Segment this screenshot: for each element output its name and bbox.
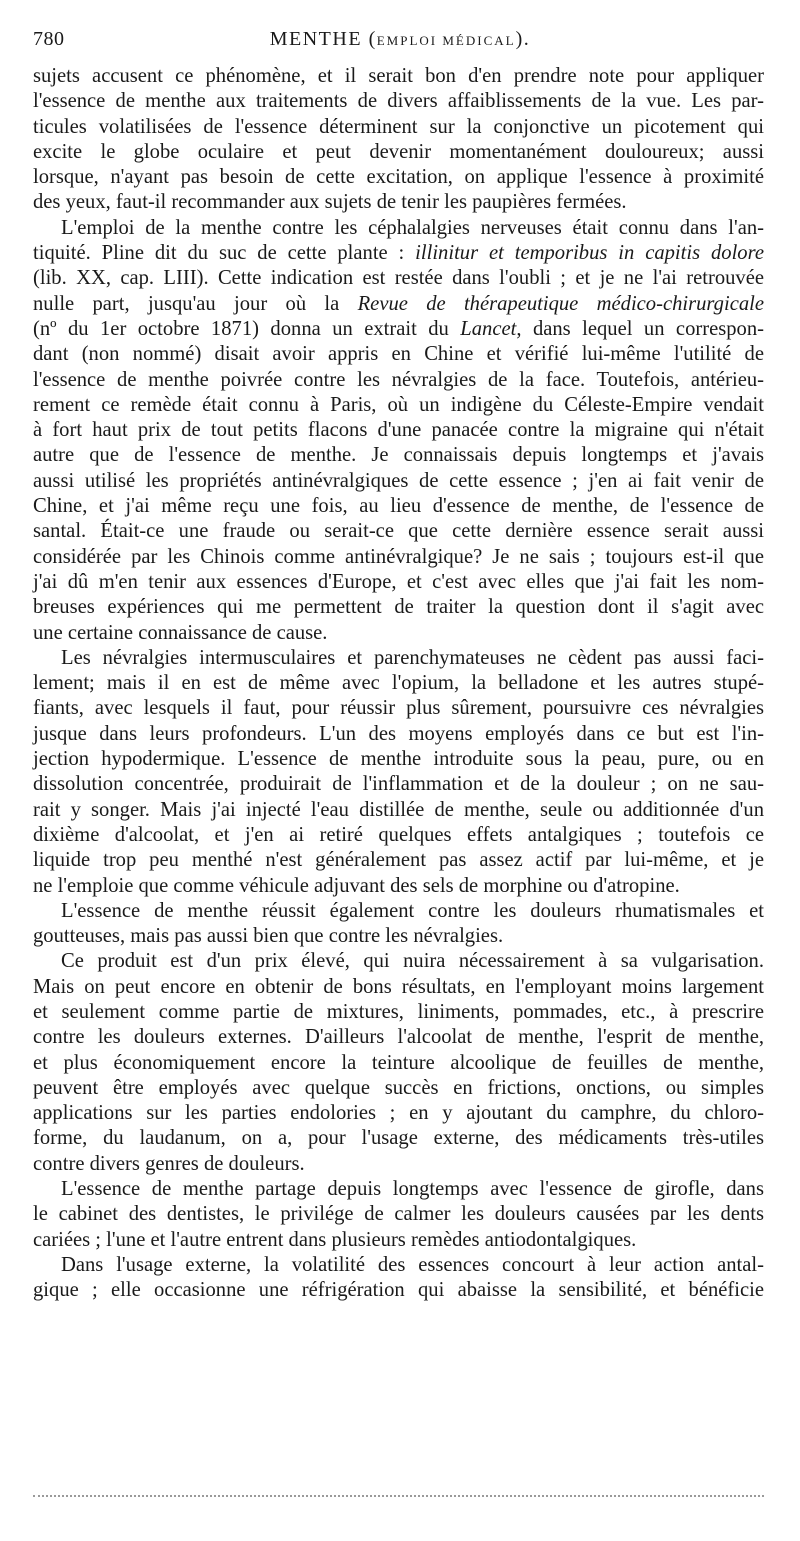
text-line: ne l'emploie que comme véhicule adjuvant des sels de morphine ou d'atropine.: [33, 874, 680, 897]
text-line: [33, 241, 764, 266]
paragraph: [33, 64, 764, 216]
paragraph: [33, 949, 764, 1177]
text-line: et plus économiquement encore la teinture alcoolique de feuilles de menthe,: [33, 1051, 764, 1074]
text-line: applications sur les parties endolories ; en y ajoutant du camphre, du chloro-: [33, 1102, 764, 1125]
text-line: ticules volatilisées de l'essence déterminent sur la conjonctive un picotement qui: [33, 115, 764, 138]
text-line: rement ce remède était connu à Paris, où un indigène du Céleste-Empire vendait: [33, 393, 764, 416]
text-line: Chine, et j'ai même reçu une fois, au lieu d'essence de menthe, de l'essence de: [33, 495, 764, 518]
text-line: lorsque, n'ayant pas besoin de cette excitation, on applique l'essence à proximité: [33, 166, 764, 189]
paragraph: [33, 646, 764, 899]
page-number: 780: [33, 28, 65, 50]
paragraph: [33, 1253, 764, 1304]
text-line: peuvent être employés avec quelque succès en frictions, onctions, ou simples: [33, 1076, 764, 1099]
footer-dotted-rule: [33, 1495, 764, 1497]
text-line: le cabinet des dentistes, le privilége de calmer les douleurs causées par les dents: [33, 1203, 764, 1226]
text-line: jection hypodermique. L'essence de menthe introduite sous la peau, pure, ou en: [33, 748, 764, 771]
text-line: une certaine connaissance de cause.: [33, 621, 328, 644]
text-line: à fort haut prix de tout petits flacons d'une panacée contre la migraine qui n'était: [33, 419, 764, 442]
italic-run: Lancet: [460, 317, 517, 340]
text-line: Mais on peut encore en obtenir de bons résultats, en l'employant moins largement: [33, 975, 764, 998]
text-run: tiquité. Pline dit du suc de cette plante :: [33, 242, 416, 265]
text-line: L'essence de menthe partage depuis longtemps avec l'essence de girofle, dans: [61, 1178, 764, 1201]
text-line: autre que de l'essence de menthe. Je connaissais depuis longtemps et j'avais: [33, 444, 764, 467]
text-line: contre divers genres de douleurs.: [33, 1152, 305, 1175]
running-head-section-wrap: (EMPLOI MÉDICAL).: [368, 28, 531, 50]
paragraph: [33, 899, 764, 950]
running-head-section: EMPLOI MÉDICAL: [376, 33, 516, 48]
text-line: Dans l'usage externe, la volatilité des essences concourt à leur action antal-: [61, 1253, 764, 1276]
text-line: goutteuses, mais pas aussi bien que contre les névralgies.: [33, 925, 504, 948]
text-line: liquide trop peu menthé n'est généralement pas assez actif par lui-même, et je: [33, 849, 764, 872]
running-head: [33, 28, 767, 51]
text-line: contre les douleurs externes. D'ailleurs l'alcoolat de menthe, l'esprit de menthe,: [33, 1026, 764, 1049]
text-line: santal. Était-ce une fraude ou serait-ce que cette dernière essence serait aussi: [33, 520, 764, 543]
body-text: [33, 64, 764, 1304]
text-line: jusque dans leurs profondeurs. L'un des moyens employés dans ce but est l'in-: [33, 722, 764, 745]
text-line: fiants, avec lesquels il faut, pour réussir plus sûrement, poursuivre ces névralgies: [33, 697, 764, 720]
text-line: L'emploi de la menthe contre les céphalalgies nerveuses était connu dans l'an-: [61, 216, 764, 239]
text-line: dant (non nommé) disait avoir appris en Chine et vérifié lui-même l'utilité de: [33, 343, 764, 366]
text-line: Les névralgies intermusculaires et parenchymateuses ne cèdent pas aussi faci-: [61, 646, 764, 669]
text-line: cariées ; l'une et l'autre entrent dans plusieurs remèdes antiodontalgiques.: [33, 1228, 637, 1251]
running-head-title: MENTHE: [269, 28, 363, 50]
text-line: [33, 317, 764, 342]
text-line: dissolution concentrée, produirait de l'inflammation et de la douleur ; on ne sau-: [33, 773, 764, 796]
text-line: considérée par les Chinois comme antinévralgique? Je ne sais ; toujours est-il que: [33, 545, 764, 568]
text-line: l'essence de menthe aux traitements de divers affaiblissements de la vue. Les par-: [33, 90, 764, 113]
text-run: nulle part, jusqu'au jour où la: [33, 292, 358, 315]
text-line: L'essence de menthe réussit également contre les douleurs rhumatismales et: [61, 899, 764, 922]
text-line: dixième d'alcoolat, et j'en ai retiré quelques effets antalgiques ; toutefois ce: [33, 823, 764, 846]
page-header: [33, 28, 767, 60]
text-run: , dans lequel un correspon-: [516, 317, 764, 340]
text-line: et seulement comme partie de mixtures, liniments, pommades, etc., à prescrire: [33, 1000, 764, 1023]
text-line: [33, 292, 764, 317]
paragraph: [33, 216, 764, 646]
text-run: (nº du 1er octobre 1871) donna un extrait du: [33, 317, 461, 340]
text-line: rait y songer. Mais j'ai injecté l'eau distillée de menthe, seule ou additionnée d'un: [33, 798, 764, 821]
text-line: j'ai dû m'en tenir aux essences d'Europe, et c'est avec elles que j'ai fait les nom-: [33, 570, 764, 593]
text-line: des yeux, faut-il recommander aux sujets de tenir les paupières fermées.: [33, 191, 627, 214]
italic-run: Revue de thérapeutique médico-chirurgicale: [357, 292, 764, 315]
text-line: (lib. XX, cap. LIII). Cette indication est restée dans l'oubli ; et je ne l'ai retrouvée: [33, 267, 764, 290]
text-line: sujets accusent ce phénomène, et il serait bon d'en prendre note pour appliquer: [33, 65, 764, 87]
text-line: Ce produit est d'un prix élevé, qui nuira nécessairement à sa vulgarisation.: [61, 950, 764, 973]
text-line: aussi utilisé les propriétés antinévralgiques de cette essence ; j'en ai fait venir de: [33, 469, 764, 492]
text-line: lement; mais il en est de même avec l'opium, la belladone et les autres stupé-: [33, 672, 764, 695]
text-line: breuses expériences qui me permettent de traiter la question dont il s'agit avec: [33, 596, 764, 619]
text-line: l'essence de menthe poivrée contre les névralgies de la face. Toutefois, antérieu-: [33, 368, 764, 391]
text-line: forme, du laudanum, on a, pour l'usage externe, des médicaments très-utiles: [33, 1127, 764, 1150]
paragraph: [33, 1177, 764, 1253]
italic-run: illinitur et temporibus in capitis dolore: [415, 242, 764, 265]
text-line: gique ; elle occasionne une réfrigération qui abaisse la sensibilité, et bénéficie: [33, 1279, 764, 1302]
text-line: excite le globe oculaire et peut devenir momentanément douloureux; aussi: [33, 140, 764, 163]
